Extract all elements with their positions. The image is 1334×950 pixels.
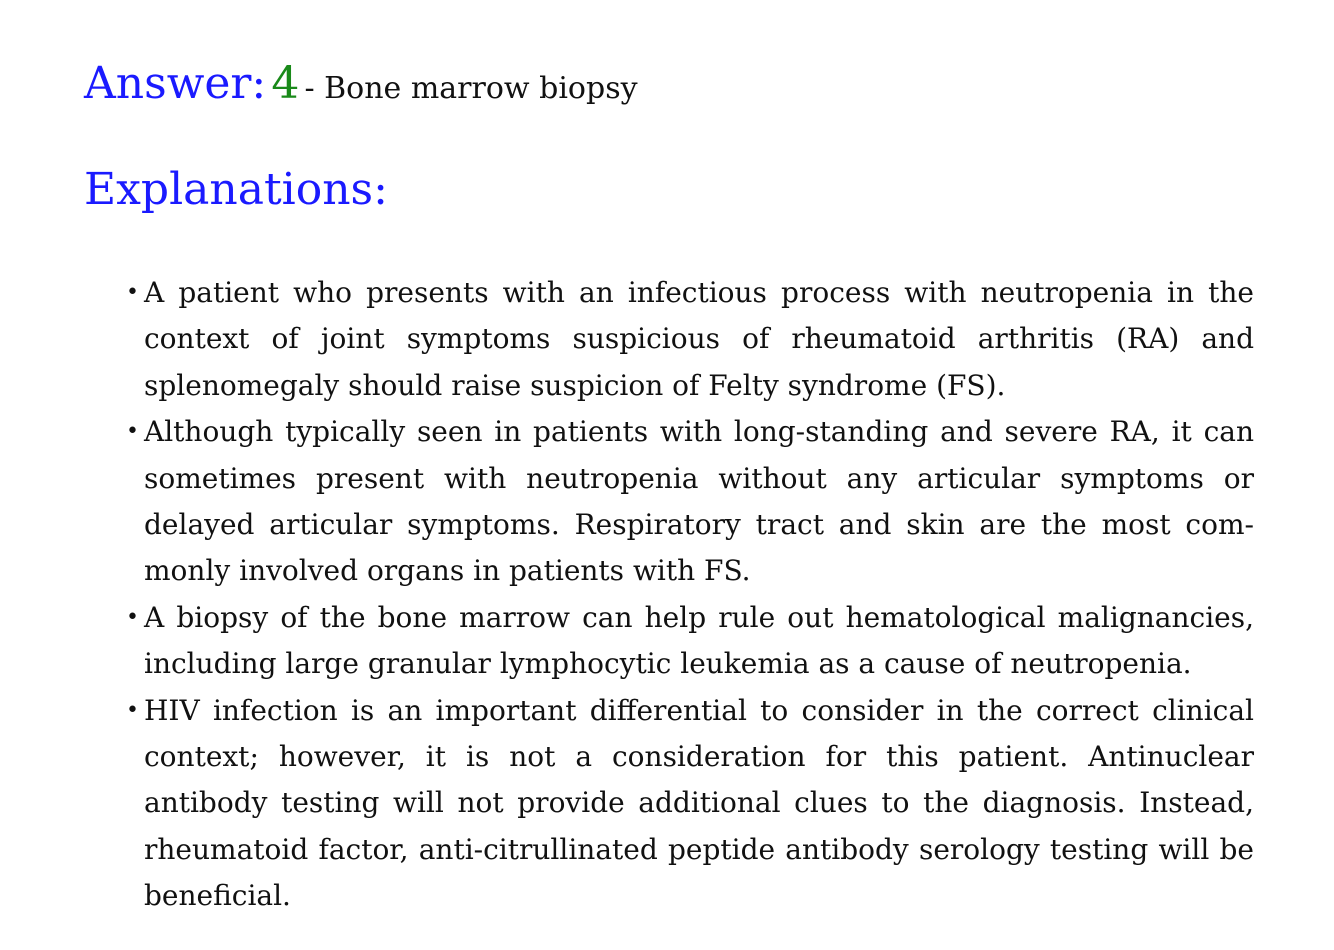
- explanations-list: [144, 270, 1254, 920]
- explanation-item-3: • A biopsy of the bone marrow can help rule out hematological malignancies, including large granular lymphocytic leukemia as a cause of neutropenia.: [144, 595, 1254, 688]
- explanations-heading: Explanations:: [84, 164, 388, 215]
- answer-label: Answer:: [84, 58, 267, 109]
- answer-number: 4: [271, 58, 300, 109]
- answer-line: [84, 58, 638, 109]
- explanation-item-2: • Although typically seen in patients with long-standing and severe RA, it can sometimes present with neutropenia without any articular symptoms or delayed articular symptoms. Respiratory tract and skin are the most commonly involved organs in patients with FS.: [144, 409, 1254, 595]
- explanation-item-4: • HIV infection is an important differential to consider in the correct clinical context; however, it is not a consideration for this patient. Antinuclear antibody testing will not provide additional clues to the diagnosis. Instead, rheumatoid factor, anti-citrullinated peptide antibody serology testing will be beneficial.: [144, 688, 1254, 920]
- answer-text: - Bone marrow biopsy: [304, 71, 638, 106]
- explanation-item-1: • A patient who presents with an infectious process with neutropenia in the context of joint symptoms suspicious of rheumatoid arthritis (RA) and splenomegaly should raise suspicion of Felty syndrome (FS).: [144, 270, 1254, 409]
